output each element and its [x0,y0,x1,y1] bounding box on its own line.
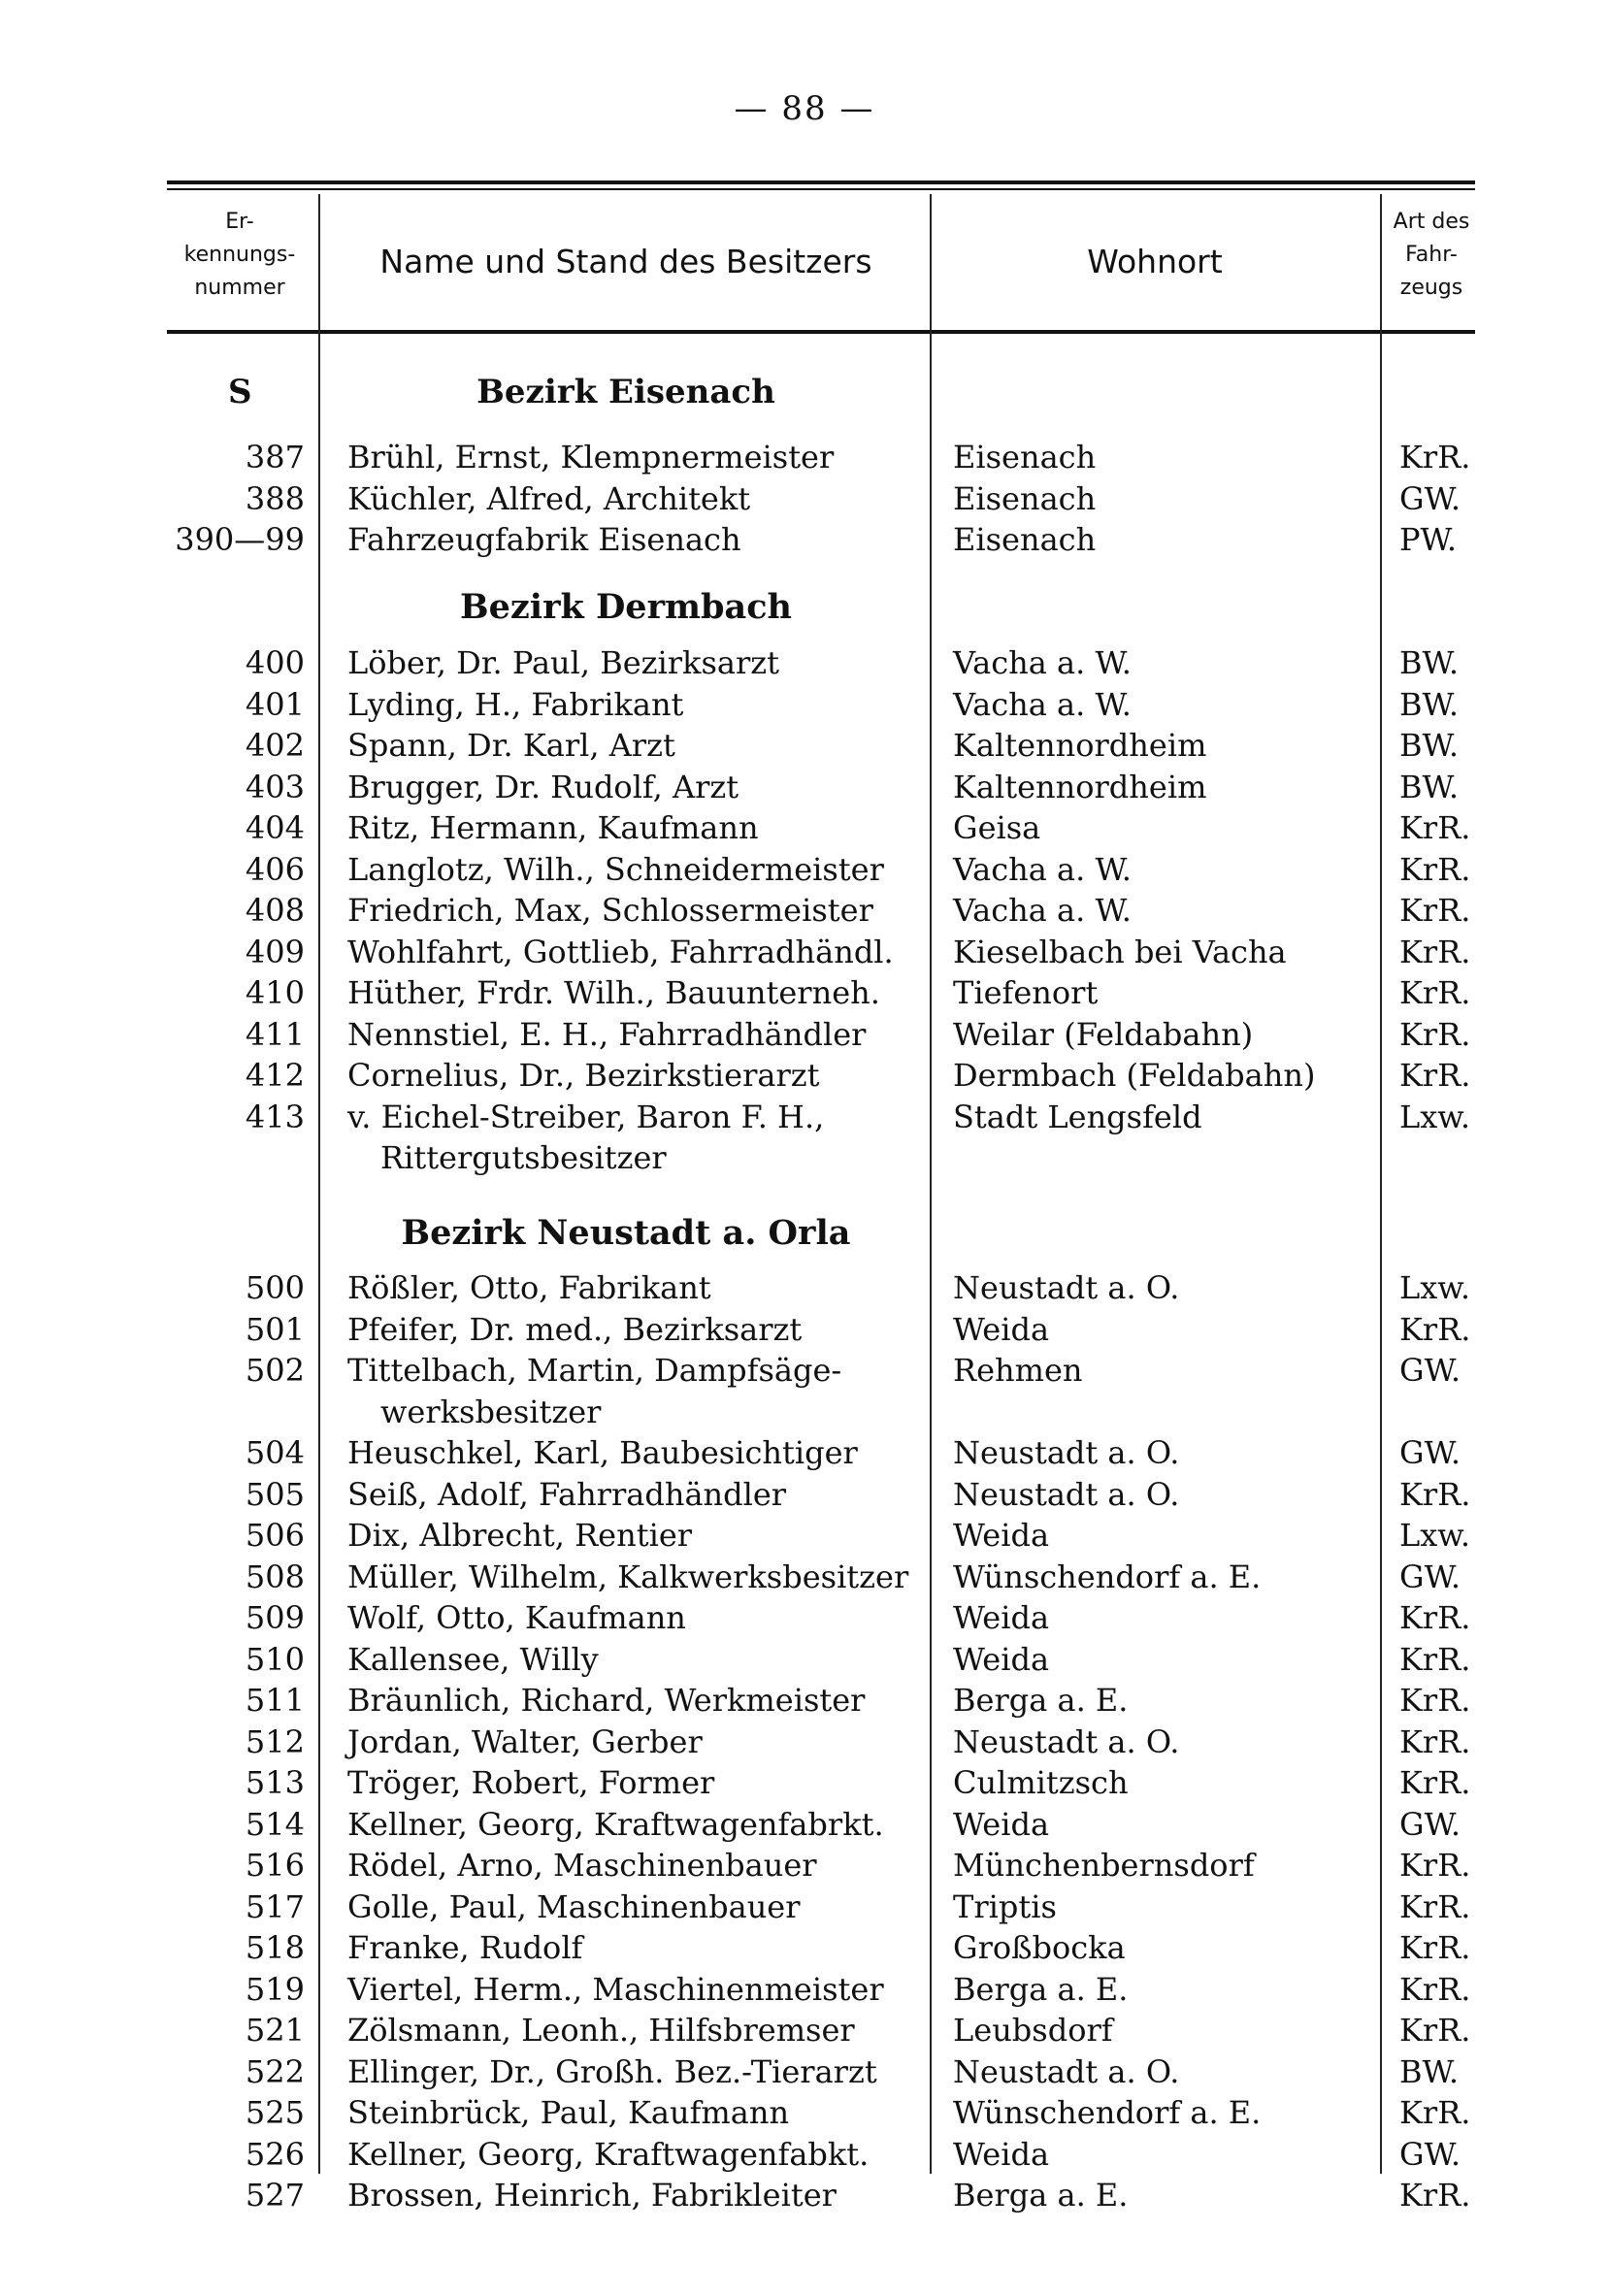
registration-number: 518 [245,1929,305,1966]
owner-name: Bräunlich, Richard, Werkmeister [347,1682,866,1719]
residence: Weida [953,1805,1050,1843]
table-row [0,1599,1609,1640]
table-row [0,1517,1609,1558]
header-type-line: zeugs [1399,276,1463,300]
registration-number: 514 [245,1805,305,1843]
header-number-line: Er- [225,210,254,234]
table-row [0,1971,1609,2012]
registration-number: 525 [245,2094,305,2131]
owner-name: Ellinger, Dr., Großh. Bez.-Tierarzt [347,2052,877,2090]
vehicle-type: GW. [1399,1434,1461,1471]
vehicle-type: BW. [1399,2052,1459,2090]
table-row [0,1311,1609,1352]
registration-number: 522 [245,2052,305,2090]
vehicle-type: KrR. [1399,2177,1471,2214]
owner-name: Heuschkel, Karl, Baubesichtiger [347,1434,858,1471]
owner-name: Rödel, Arno, Maschinenbauer [347,1847,817,1884]
owner-name: Langlotz, Wilh., Schneidermeister [347,850,884,888]
owner-name: Steinbrück, Paul, Kaufmann [347,2094,790,2131]
registration-number: 505 [245,1475,305,1513]
residence: Dermbach (Feldabahn) [953,1057,1316,1094]
residence: Vacha a. W. [953,644,1132,681]
residence: Vacha a. W. [953,850,1132,888]
owner-name: Fahrzeugfabrik Eisenach [347,521,741,558]
vehicle-type: BW. [1399,644,1459,681]
residence: Triptis [953,1887,1057,1925]
section-prefix: S [228,373,252,411]
vehicle-type: KrR. [1399,1310,1471,1348]
vehicle-type: KrR. [1399,1057,1471,1094]
residence: Weida [953,1310,1050,1348]
owner-name: Ritz, Hermann, Kaufmann [347,809,759,846]
residence: Vacha a. W. [953,892,1132,929]
vehicle-type: KrR. [1399,892,1471,929]
table-row [0,521,1609,562]
residence: Rehmen [953,1352,1083,1389]
section-title: Bezirk Eisenach S [228,373,775,411]
table-row [0,769,1609,809]
owner-name: Brossen, Heinrich, Fabrikleiter [347,2177,837,2214]
vehicle-type: KrR. [1399,2094,1471,2131]
registration-number: 500 [245,1269,305,1306]
table-row [0,2136,1609,2177]
vehicle-type: KrR. [1399,1475,1471,1513]
registration-number: 409 [245,933,305,970]
owner-name-continued: Rittergutsbesitzer [380,1139,667,1176]
table-row [0,1558,1609,1599]
residence: Geisa [953,809,1041,846]
table-row [0,1476,1609,1517]
residence: Eisenach [953,521,1097,558]
table-row [0,1929,1609,1970]
table-row [0,1641,1609,1682]
registration-number: 400 [245,644,305,681]
registration-number: 501 [245,1310,305,1348]
residence: Kieselbach bei Vacha [953,933,1287,970]
vehicle-type: KrR. [1399,2012,1471,2049]
table-row [0,1434,1609,1475]
header-name: Name und Stand des Besitzers [379,243,872,280]
registration-number: 513 [245,1764,305,1801]
table-row [0,2094,1609,2135]
residence: Vacha a. W. [953,685,1132,723]
registration-number: 412 [245,1057,305,1094]
vehicle-type: BW. [1399,685,1459,723]
residence: Weida [953,2135,1050,2173]
registration-number: 410 [245,974,305,1011]
table-row [0,974,1609,1015]
table-row [0,1806,1609,1847]
owner-name: Hüther, Frdr. Wilh., Bauunterneh. [347,974,880,1011]
vehicle-type: KrR. [1399,850,1471,888]
vehicle-type: GW. [1399,479,1461,517]
vehicle-type: KrR. [1399,1970,1471,2008]
header-type-line: Fahr- [1405,243,1458,267]
vehicle-type: BW. [1399,768,1459,805]
registration-number: 411 [245,1015,305,1053]
owner-name: Friedrich, Max, Schlossermeister [347,892,873,929]
owner-name: Brugger, Dr. Rudolf, Arzt [347,768,739,805]
registration-number: 526 [245,2135,305,2173]
table-row [0,1099,1609,1139]
owner-name: Lyding, H., Fabrikant [347,685,684,723]
page-number: — 88 — [734,89,875,128]
table-row [0,2053,1609,2094]
registration-number: 509 [245,1599,305,1636]
residence: Berga a. E. [953,2177,1129,2214]
residence: Eisenach [953,439,1097,476]
vehicle-type: KrR. [1399,1722,1471,1760]
vehicle-type: Lxw. [1399,1269,1471,1306]
owner-name: v. Eichel-Streiber, Baron F. H., [347,1098,825,1135]
registration-number: 504 [245,1434,305,1471]
section-title: Bezirk Neustadt a. Orla [401,1213,851,1253]
owner-name: Löber, Dr. Paul, Bezirksarzt [347,644,779,681]
table-row [0,1016,1609,1057]
vehicle-type: KrR. [1399,1929,1471,1966]
residence: Leubsdorf [953,2012,1113,2049]
vehicle-type: Lxw. [1399,1098,1471,1135]
owner-name: Jordan, Walter, Gerber [347,1722,703,1760]
vehicle-type: KrR. [1399,1764,1471,1801]
residence: Berga a. E. [953,1682,1129,1719]
registration-number: 403 [245,768,305,805]
residence: Tiefenort [953,974,1099,1011]
registration-number: 506 [245,1517,305,1554]
residence: Wünschendorf a. E. [953,2094,1262,2131]
table-row [0,2012,1609,2052]
table-row [0,727,1609,768]
residence: Berga a. E. [953,1970,1129,2008]
owner-name: Müller, Wilhelm, Kalkwerksbesitzer [347,1558,909,1595]
owner-name: Küchler, Alfred, Architekt [347,479,751,517]
table-row [0,644,1609,685]
residence: Großbocka [953,1929,1126,1966]
vehicle-type: KrR. [1399,1015,1471,1053]
owner-name: Brühl, Ernst, Klempnermeister [347,439,835,476]
residence: Kaltennordheim [953,727,1207,764]
table-row [0,892,1609,933]
table-row [0,1352,1609,1393]
owner-name: Wohlfahrt, Gottlieb, Fahrradhändl. [347,933,894,970]
residence: Kaltennordheim [953,768,1207,805]
residence: Wünschendorf a. E. [953,1558,1262,1595]
owner-name: Tittelbach, Martin, Dampfsäge- [347,1352,842,1389]
owner-name: Viertel, Herm., Maschinenmeister [347,1970,884,2008]
vehicle-type: GW. [1399,1352,1461,1389]
table-row [0,809,1609,850]
table-row [0,1269,1609,1310]
registration-number: 510 [245,1640,305,1678]
table-row [0,1682,1609,1722]
residence: Weida [953,1640,1050,1678]
registration-number: 511 [245,1682,305,1719]
owner-name: Kallensee, Willy [347,1640,599,1678]
vehicle-type: KrR. [1399,809,1471,846]
table-row [0,686,1609,727]
residence: Weida [953,1599,1050,1636]
registration-number: 402 [245,727,305,764]
residence: Neustadt a. O. [953,1434,1180,1471]
table-row [0,1888,1609,1929]
owner-name: Zölsmann, Leonh., Hilfsbremser [347,2012,855,2049]
residence: Neustadt a. O. [953,1722,1180,1760]
vehicle-type: KrR. [1399,933,1471,970]
owner-name-continued: werksbesitzer [380,1393,602,1430]
table-row [0,1057,1609,1098]
residence: Neustadt a. O. [953,2052,1180,2090]
registration-number: 401 [245,685,305,723]
header-place: Wohnort [1087,243,1223,280]
residence: Neustadt a. O. [953,1475,1180,1513]
owner-name: Spann, Dr. Karl, Arzt [347,727,675,764]
residence: Weida [953,1517,1050,1554]
owner-name: Golle, Paul, Maschinenbauer [347,1887,801,1925]
vehicle-type: PW. [1399,521,1457,558]
residence: Culmitzsch [953,1764,1129,1801]
registration-number: 502 [245,1352,305,1389]
residence: Eisenach [953,479,1097,517]
table-row [0,1723,1609,1764]
owner-name: Franke, Rudolf [347,1929,583,1966]
owner-name: Kellner, Georg, Kraftwagenfabkt. [347,2135,870,2173]
header-number-line: kennungs- [183,243,296,267]
registration-number: 387 [245,439,305,476]
registration-number: 408 [245,892,305,929]
vehicle-type: GW. [1399,2135,1461,2173]
header-number-line: nummer [194,276,285,300]
table-row [0,1764,1609,1805]
registration-number: 413 [245,1098,305,1135]
registration-number: 508 [245,1558,305,1595]
vehicle-type: KrR. [1399,1682,1471,1719]
vehicle-type: KrR. [1399,439,1471,476]
registration-number: 516 [245,1847,305,1884]
registration-number: 404 [245,809,305,846]
registration-number: 521 [245,2012,305,2049]
registration-number: 388 [245,479,305,517]
owner-name: Tröger, Robert, Former [347,1764,715,1801]
table-row [0,934,1609,974]
residence: Stadt Lengsfeld [953,1098,1202,1135]
registration-number: 390—99 [175,521,305,558]
header-type-line: Art des [1393,210,1470,234]
owner-name: Pfeifer, Dr. med., Bezirksarzt [347,1310,803,1348]
vehicle-type: BW. [1399,727,1459,764]
table-row [0,1847,1609,1887]
vehicle-type: KrR. [1399,1640,1471,1678]
vehicle-type: GW. [1399,1805,1461,1843]
vehicle-type: GW. [1399,1558,1461,1595]
vehicle-type: KrR. [1399,1847,1471,1884]
vehicle-type: KrR. [1399,1887,1471,1925]
section-title: Bezirk Dermbach [460,587,792,627]
table-row [0,439,1609,479]
owner-name: Nennstiel, E. H., Fahrradhändler [347,1015,867,1053]
registration-number: 517 [245,1887,305,1925]
registration-number: 519 [245,1970,305,2008]
owner-name: Rößler, Otto, Fabrikant [347,1269,711,1306]
vehicle-type: KrR. [1399,1599,1471,1636]
owner-name: Wolf, Otto, Kaufmann [347,1599,686,1636]
table-row [0,480,1609,521]
owner-name: Cornelius, Dr., Bezirkstierarzt [347,1057,820,1094]
table-row [0,2177,1609,2217]
registration-number: 406 [245,850,305,888]
owner-name: Dix, Albrecht, Rentier [347,1517,693,1554]
registration-number: 512 [245,1722,305,1760]
vehicle-type: Lxw. [1399,1517,1471,1554]
residence: Münchenbernsdorf [953,1847,1255,1884]
vehicle-type: KrR. [1399,974,1471,1011]
residence: Weilar (Feldabahn) [953,1015,1254,1053]
table-row [0,851,1609,892]
residence: Neustadt a. O. [953,1269,1180,1306]
owner-name: Seiß, Adolf, Fahrradhändler [347,1475,787,1513]
registration-number: 527 [245,2177,305,2214]
owner-name: Kellner, Georg, Kraftwagenfabrkt. [347,1805,884,1843]
